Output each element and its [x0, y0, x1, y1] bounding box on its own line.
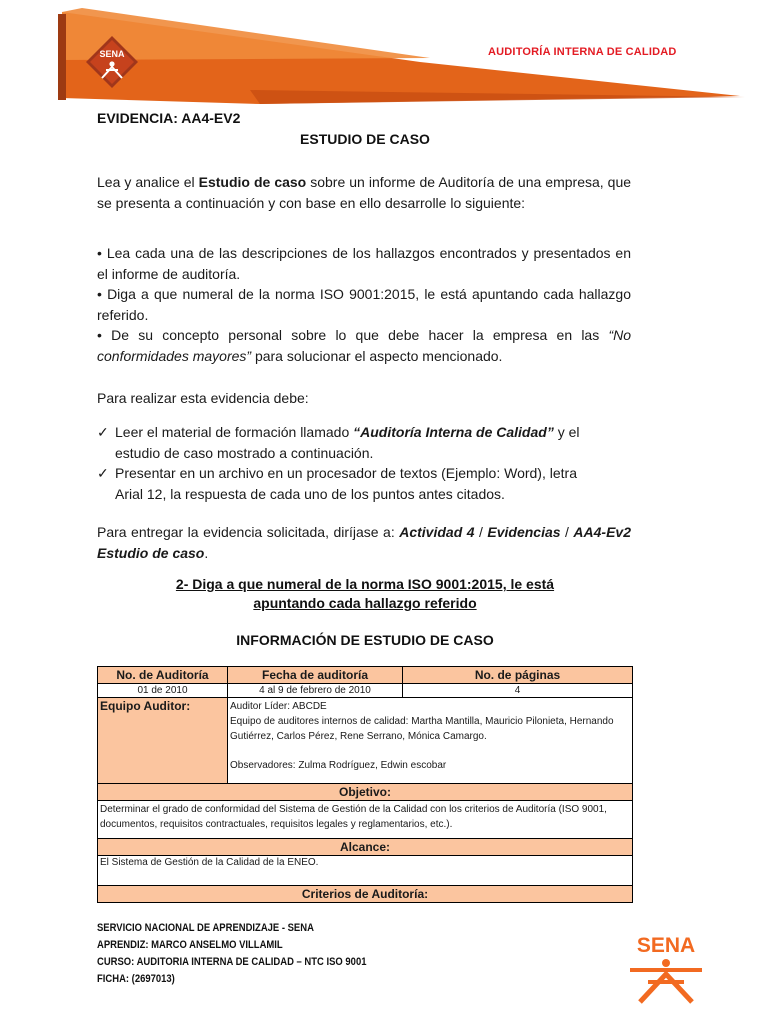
- table-cell: 01 de 2010: [98, 684, 228, 698]
- document-subtitle: ESTUDIO DE CASO: [300, 131, 430, 147]
- header-title: AUDITORÍA INTERNA DE CALIDAD: [488, 46, 677, 58]
- question-heading: 2- Diga a que numeral de la norma ISO 9001:2015, le está apuntando cada hallazgo referido: [175, 576, 555, 611]
- sena-logo-icon: [84, 34, 140, 90]
- table-cell: 4 al 9 de febrero de 2010: [228, 684, 403, 698]
- column-header: Fecha de auditoría: [228, 667, 403, 684]
- info-section-title: INFORMACIÓN DE ESTUDIO DE CASO: [236, 632, 494, 648]
- svg-text:SENA: SENA: [636, 934, 696, 957]
- objective-text: Determinar el grado de conformidad del Sistema de Gestión de la Calidad con los criterios de Auditoría (ISO 9001, documentos, requisitos contractuales, requisitos legales y reglamentarios, etc.).: [98, 801, 633, 839]
- footer-line: APRENDIZ: MARCO ANSELMO VILLAMIL: [97, 939, 283, 951]
- footer-line: FICHA: (2697013): [97, 973, 175, 985]
- requirements-checklist: ✓ Leer el material de formación llamado “Auditoría Interna de Calidad” y el estudio de caso mostrado a continuación. ✓ Presentar en un archivo en un procesador de textos (Ejemplo: Word), letra Arial 12, la respuesta de cada uno de los puntos antes citados.: [97, 422, 631, 504]
- check-item: ✓ Presentar en un archivo en un procesador de textos (Ejemplo: Word), letra: [97, 463, 631, 484]
- check-item: ✓ Leer el material de formación llamado “Auditoría Interna de Calidad” y el: [97, 422, 631, 443]
- check-icon: ✓: [97, 465, 109, 481]
- svg-text:SENA: SENA: [99, 49, 125, 59]
- team-label: Equipo Auditor:: [98, 698, 228, 784]
- footer-info: [97, 920, 366, 988]
- case-info-table: [97, 666, 633, 903]
- scope-text: El Sistema de Gestión de la Calidad de la ENEO.: [98, 856, 633, 886]
- sena-footer-logo-icon: [620, 932, 712, 1008]
- team-details: Auditor Líder: ABCDE Equipo de auditores internos de calidad: Martha Mantilla, Mauricio Pilonieta, Hernando Gutiérrez, Carlos Pérez, Rene Serrano, Mónica Camargo. Observadores: Zulma Rodríguez, Edwin escobar: [228, 698, 633, 784]
- bullet-item: • Lea cada una de las descripciones de los hallazgos encontrados y presentados en el informe de auditoría.: [97, 245, 632, 282]
- column-header: No. de páginas: [403, 667, 633, 684]
- table-cell: 4: [403, 684, 633, 698]
- column-header: No. de Auditoría: [98, 667, 228, 684]
- check-icon: ✓: [97, 424, 109, 440]
- scope-header: Alcance:: [98, 839, 633, 856]
- bullet-item: • Diga a que numeral de la norma ISO 9001:2015, le está apuntando cada hallazgo referido.: [97, 286, 631, 323]
- objective-header: Objetivo:: [98, 784, 633, 801]
- criteria-header: Criterios de Auditoría:: [98, 886, 633, 903]
- intro-paragraph: Lea y analice el Estudio de caso sobre un informe de Auditoría de una empresa, que se presenta a continuación y con base en ello desarrolle lo siguiente:: [97, 174, 632, 211]
- footer-line: CURSO: AUDITORIA INTERNA DE CALIDAD – NTC ISO 9001: [97, 956, 367, 968]
- delivery-paragraph: Para entregar la evidencia solicitada, diríjase a: Actividad 4 / Evidencias / AA4-Ev2 Estudio de caso.: [97, 524, 631, 561]
- bullet-item: • De su concepto personal sobre lo que debe hacer la empresa en las “No conformidades mayores” para solucionar el aspecto mencionado.: [97, 327, 631, 364]
- footer-line: SERVICIO NACIONAL DE APRENDIZAJE - SENA: [97, 922, 314, 934]
- requirements-intro: Para realizar esta evidencia debe:: [97, 390, 309, 406]
- instruction-bullets: [97, 243, 631, 366]
- evidence-label: EVIDENCIA: AA4-EV2: [97, 110, 241, 126]
